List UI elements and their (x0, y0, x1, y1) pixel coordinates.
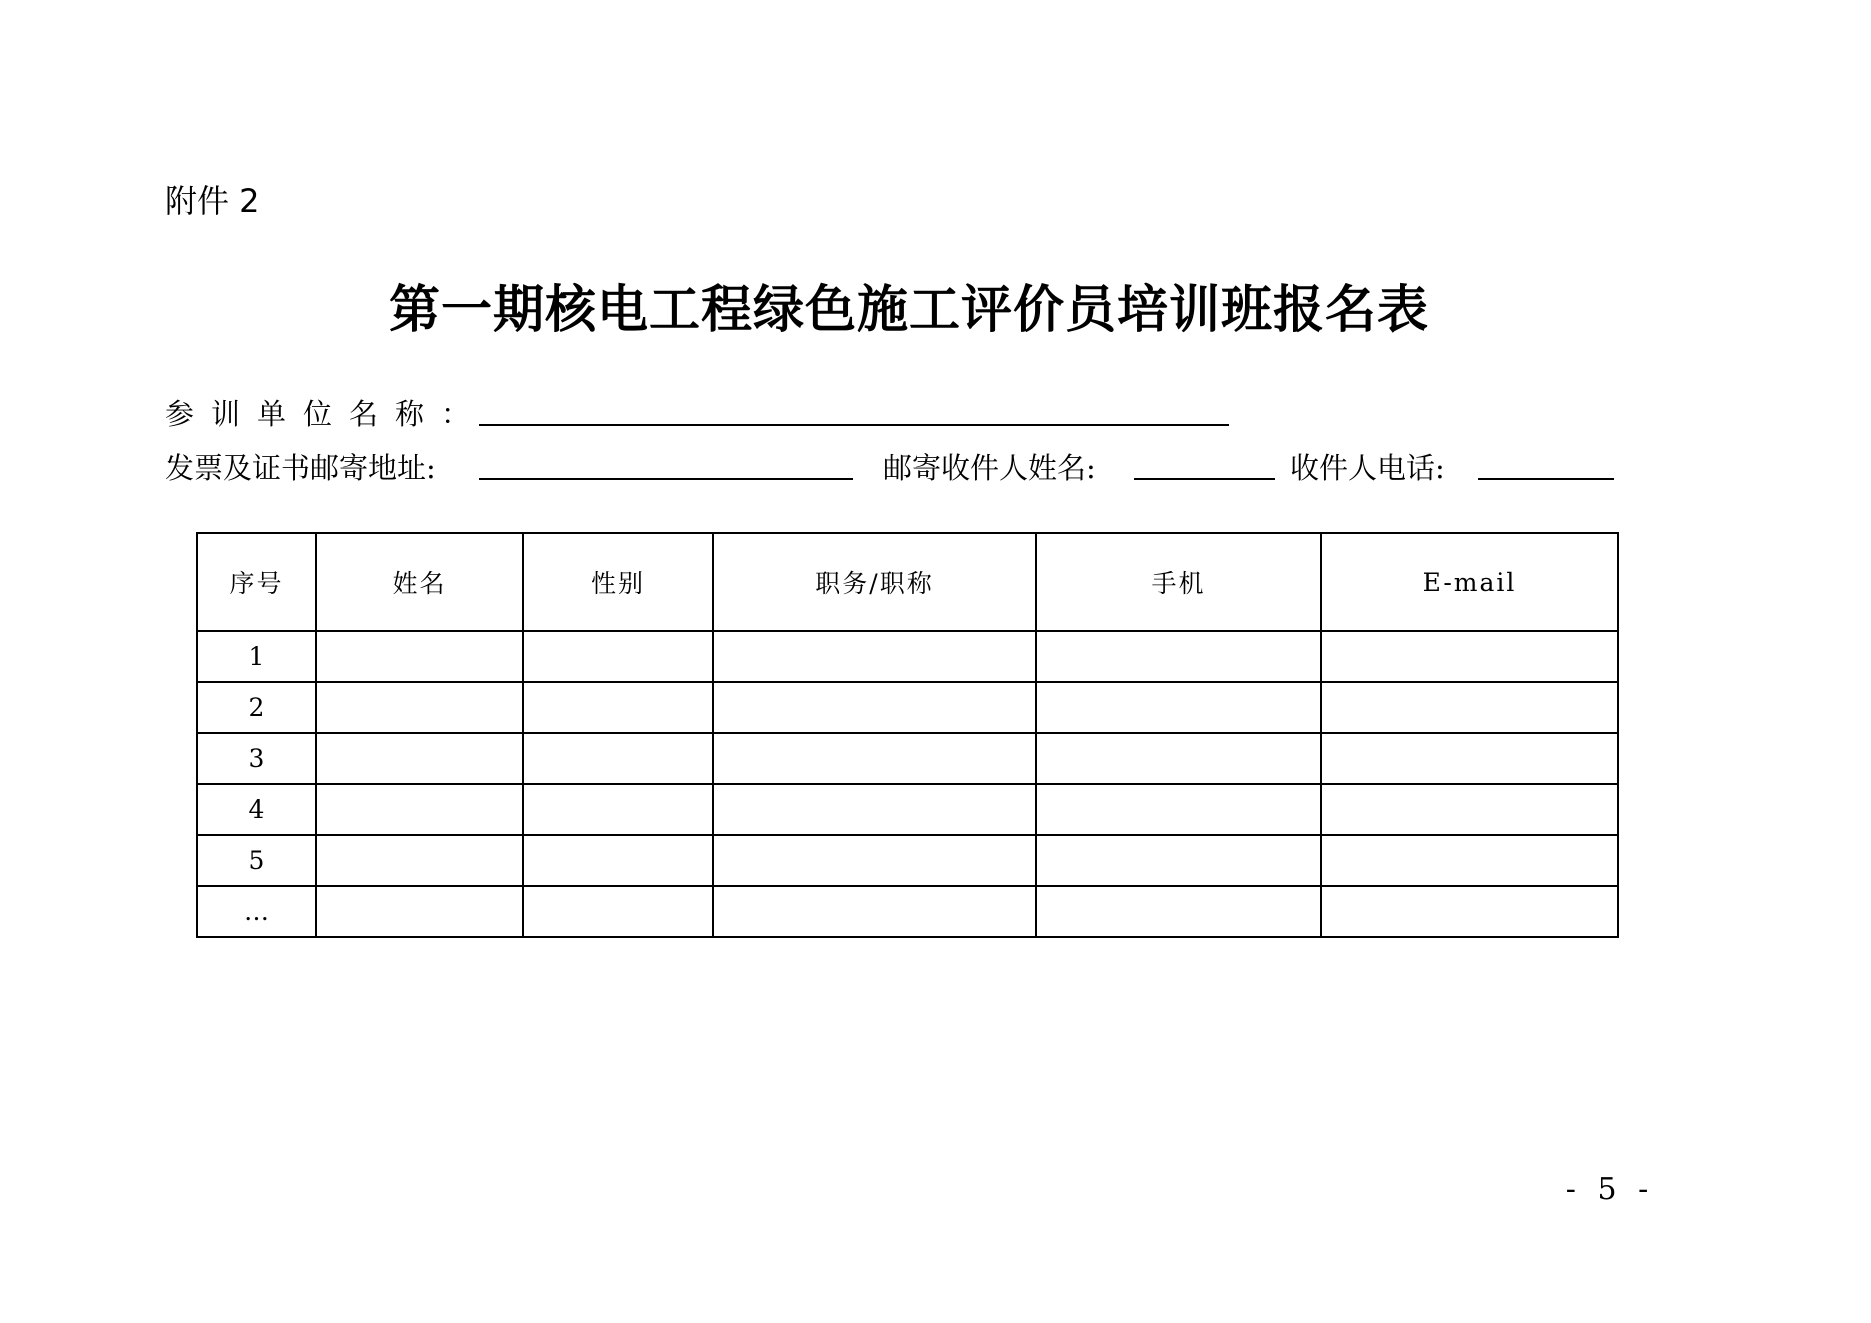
cell-name[interactable] (316, 733, 523, 784)
table-row (197, 784, 1618, 835)
header-mobile: 手机 (1036, 533, 1321, 631)
row-seq: 1 (197, 631, 316, 682)
org-name-label: 参训单位名称： (165, 397, 488, 431)
cell-position[interactable] (713, 682, 1036, 733)
cell-name[interactable] (316, 784, 523, 835)
cell-name[interactable] (316, 886, 523, 937)
recipient-phone-label: 收件人电话: (1290, 451, 1445, 485)
mailing-address-label: 发票及证书邮寄地址: (165, 451, 436, 485)
registration-table (196, 532, 1619, 938)
cell-name[interactable] (316, 631, 523, 682)
page-number: - 5 - (1565, 1172, 1655, 1207)
cell-position[interactable] (713, 886, 1036, 937)
cell-email[interactable] (1321, 631, 1618, 682)
row-seq: 5 (197, 835, 316, 886)
mailing-address-input-line[interactable] (479, 478, 853, 480)
header-seq: 序号 (197, 533, 316, 631)
table-header-row (197, 533, 1618, 631)
form-title: 第一期核电工程绿色施工评价员培训班报名表 (388, 280, 1429, 340)
cell-gender[interactable] (523, 733, 713, 784)
cell-name[interactable] (316, 835, 523, 886)
cell-email[interactable] (1321, 835, 1618, 886)
cell-gender[interactable] (523, 886, 713, 937)
org-name-row (165, 392, 1665, 432)
cell-position[interactable] (713, 631, 1036, 682)
row-seq: 4 (197, 784, 316, 835)
header-name: 姓名 (316, 533, 523, 631)
org-name-input-line[interactable] (479, 424, 1229, 426)
recipient-phone-input-line[interactable] (1478, 478, 1614, 480)
header-email: E-mail (1321, 533, 1618, 631)
cell-position[interactable] (713, 784, 1036, 835)
cell-mobile[interactable] (1036, 682, 1321, 733)
header-position: 职务/职称 (713, 533, 1036, 631)
cell-email[interactable] (1321, 682, 1618, 733)
cell-gender[interactable] (523, 784, 713, 835)
row-seq: 3 (197, 733, 316, 784)
cell-email[interactable] (1321, 733, 1618, 784)
table-row (197, 835, 1618, 886)
table-row (197, 733, 1618, 784)
cell-position[interactable] (713, 835, 1036, 886)
recipient-name-input-line[interactable] (1134, 478, 1275, 480)
cell-mobile[interactable] (1036, 835, 1321, 886)
cell-position[interactable] (713, 733, 1036, 784)
cell-email[interactable] (1321, 886, 1618, 937)
cell-mobile[interactable] (1036, 886, 1321, 937)
cell-name[interactable] (316, 682, 523, 733)
cell-mobile[interactable] (1036, 733, 1321, 784)
row-seq: … (197, 886, 316, 937)
cell-gender[interactable] (523, 682, 713, 733)
header-gender: 性别 (523, 533, 713, 631)
cell-mobile[interactable] (1036, 784, 1321, 835)
recipient-name-label: 邮寄收件人姓名: (883, 451, 1096, 485)
cell-email[interactable] (1321, 784, 1618, 835)
cell-mobile[interactable] (1036, 631, 1321, 682)
cell-gender[interactable] (523, 835, 713, 886)
table-row (197, 886, 1618, 937)
table-row (197, 682, 1618, 733)
row-seq: 2 (197, 682, 316, 733)
cell-gender[interactable] (523, 631, 713, 682)
mailing-row (165, 446, 1665, 486)
table-row (197, 631, 1618, 682)
attachment-label: 附件 2 (165, 182, 260, 220)
